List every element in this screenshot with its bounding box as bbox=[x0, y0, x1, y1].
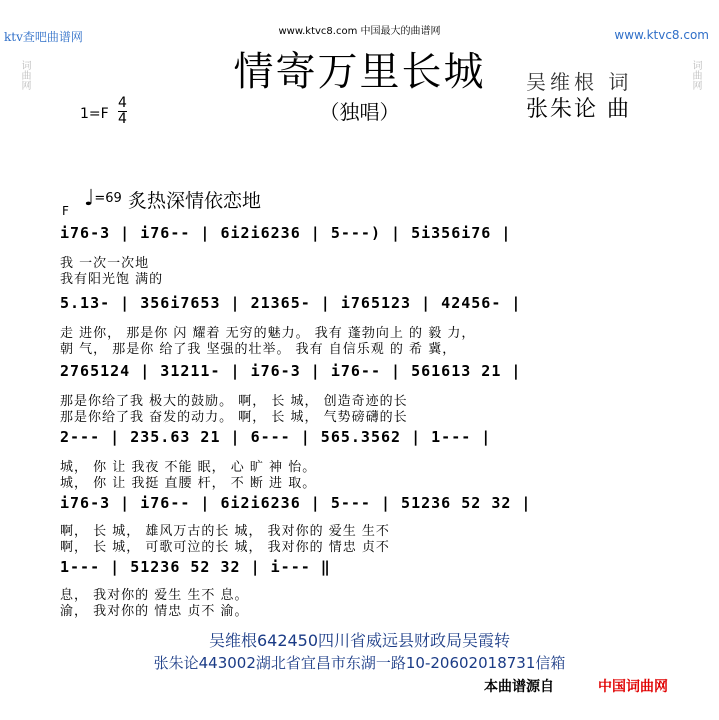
lyric-row-5-verse-1: 啊， 长 城， 雄风万古的长 城， 我对你的 爱生 生不 bbox=[60, 524, 390, 539]
tempo-value: =69 bbox=[94, 191, 122, 206]
song-subtitle: （独唱） bbox=[319, 100, 400, 124]
lyricist-credit: 吴维根 词 bbox=[526, 70, 633, 94]
lyric-row-2-verse-1: 走 进你， 那是你 闪 耀着 无穷的魅力。 我有 蓬勃向上 的 毅 力， bbox=[60, 326, 476, 341]
forte-mark: F bbox=[62, 204, 69, 218]
lyric-row-4-verse-2: 城， 你 让 我挺 直腰 杆， 不 断 进 取。 bbox=[60, 476, 317, 491]
music-row-4: 2--- | 235.63 21 | 6--- | 565.3562 | 1--- | bbox=[60, 428, 492, 446]
lyric-row-1-verse-1: 我 一次一次地 bbox=[60, 256, 150, 271]
time-numerator: 4 bbox=[118, 95, 127, 111]
song-title: 情寄万里长城 bbox=[233, 49, 486, 95]
contact-line-2: 张朱论443002湖北省宜昌市东湖一路10-20602018731信箱 bbox=[153, 654, 566, 672]
music-row-5: i76-3 | i76-- | 6i2i6236 | 5--- | 51236 52 32 | bbox=[60, 494, 532, 512]
time-denominator: 4 bbox=[118, 111, 127, 127]
watermark-center: www.ktvc8.com 中国最大的曲谱网 bbox=[278, 26, 441, 37]
music-row-1: i76-3 | i76-- | 6i2i6236 | 5---) | 5i356i76 | bbox=[60, 224, 512, 242]
watermark-left: ktv查吧曲谱网 bbox=[4, 30, 83, 44]
lyric-row-2-verse-2: 朝 气， 那是你 给了我 坚强的壮举。 我有 自信乐观 的 希 冀， bbox=[60, 342, 457, 357]
source-label: 本曲谱源自 bbox=[484, 679, 554, 695]
lyric-row-6-verse-1: 息， 我对你的 爱生 生不 息。 bbox=[60, 588, 249, 603]
time-signature bbox=[118, 96, 127, 126]
lyric-row-4-verse-1: 城， 你 让 我夜 不能 眠， 心 旷 神 怡。 bbox=[60, 460, 317, 475]
side-watermark-right: 词曲网 bbox=[690, 60, 701, 90]
lyric-row-3-verse-1: 那是你给了我 极大的鼓励。 啊， 长 城， 创造奇迹的长 bbox=[60, 394, 408, 409]
tempo-marking bbox=[84, 186, 122, 211]
composer-credit: 张朱论 曲 bbox=[526, 97, 631, 122]
watermark-right: www.ktvc8.com bbox=[614, 28, 709, 42]
contact-line-1: 吴维根642450四川省威远县财政局吴霞转 bbox=[208, 631, 511, 650]
lyric-row-6-verse-2: 渝， 我对你的 情忠 贞不 渝。 bbox=[60, 604, 249, 619]
music-row-2: 5.13- | 356i7653 | 21365- | i765123 | 42456- | bbox=[60, 294, 522, 312]
side-watermark-left: 词曲网 bbox=[19, 60, 30, 90]
quarter-note-icon: ♩ bbox=[84, 186, 95, 211]
lyric-row-3-verse-2: 那是你给了我 奋发的动力。 啊， 长 城， 气势磅礴的长 bbox=[60, 410, 408, 425]
lyric-row-1-verse-2: 我有阳光饱 满的 bbox=[60, 272, 164, 287]
key-signature: 1=F bbox=[80, 106, 109, 122]
lyric-row-5-verse-2: 啊， 长 城， 可歌可泣的长 城， 我对你的 情忠 贞不 bbox=[60, 540, 390, 555]
expression-marking: 炙热深情依恋地 bbox=[128, 190, 262, 212]
music-row-3: 2765124 | 31211- | i76-3 | i76-- | 561613 21 | bbox=[60, 362, 522, 380]
source-site-link[interactable]: 中国词曲网 bbox=[598, 679, 668, 695]
music-row-6: 1--- | 51236 52 32 | i--- ‖ bbox=[60, 558, 331, 576]
